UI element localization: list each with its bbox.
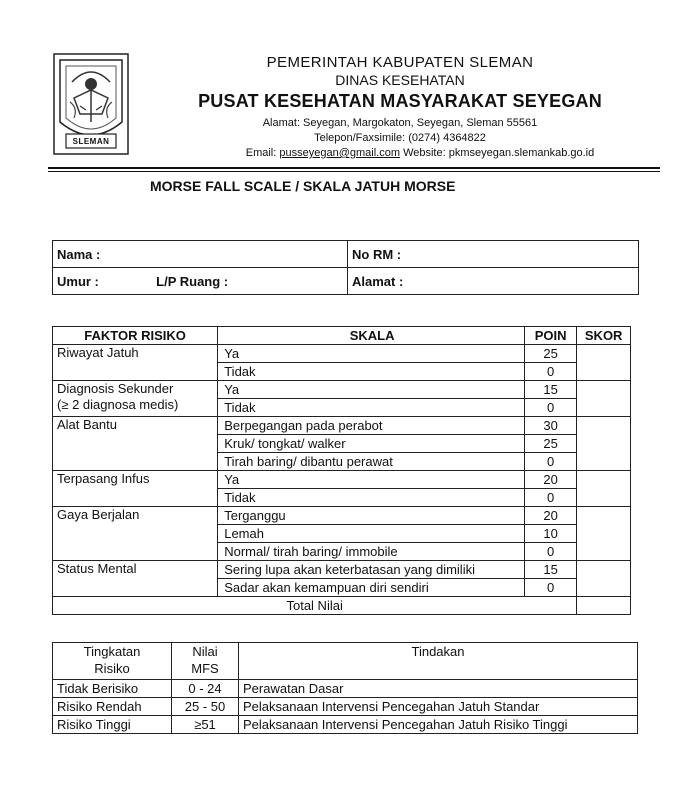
poin-value: 20 (524, 507, 576, 525)
header-skor: SKOR (577, 327, 631, 345)
poin-value: 0 (524, 453, 576, 471)
poin-value: 0 (524, 363, 576, 381)
factor-label: Riwayat Jatuh (53, 345, 218, 381)
header-tindakan: Tindakan (239, 643, 638, 680)
scale-option: Kruk/ tongkat/ walker (218, 435, 525, 453)
skor-cell[interactable] (577, 471, 631, 507)
header-rule-thick (48, 167, 660, 169)
risk-row (53, 507, 631, 525)
header-faktor-risiko: FAKTOR RISIKO (53, 327, 218, 345)
identity-row (53, 241, 639, 268)
header-rule-thin (48, 171, 660, 172)
header-skala: SKALA (218, 327, 525, 345)
nilai-range: ≥51 (172, 716, 239, 734)
morse-risk-table (52, 326, 631, 615)
header-poin: POIN (524, 327, 576, 345)
action-text: Pelaksanaan Intervensi Pencegahan Jatuh Risiko Tinggi (239, 716, 638, 734)
no-rm-field[interactable]: No RM : (348, 241, 639, 268)
email-label: Email: (245, 147, 277, 159)
nilai-range: 25 - 50 (172, 698, 239, 716)
scale-option: Sadar akan kemampuan diri sendiri (218, 579, 525, 597)
poin-value: 25 (524, 435, 576, 453)
umur-field[interactable]: Umur : (57, 273, 99, 289)
scale-option: Berpegangan pada perabot (218, 417, 525, 435)
skor-cell[interactable] (577, 507, 631, 561)
risk-row (53, 561, 631, 579)
factor-label: Gaya Berjalan (53, 507, 218, 561)
header-nilai-mfs (172, 643, 239, 680)
poin-value: 10 (524, 525, 576, 543)
umur-lp-ruang-cell (53, 268, 348, 295)
phone-line: Telepon/Faxsimile: (0274) 4364822 (314, 132, 486, 144)
nilai-range: 0 - 24 (172, 680, 239, 698)
header-line: Nilai (192, 644, 218, 659)
total-nilai-label: Total Nilai (53, 597, 577, 615)
action-text: Perawatan Dasar (239, 680, 638, 698)
risk-row (53, 381, 631, 399)
action-text: Pelaksanaan Intervensi Pencegahan Jatuh Standar (239, 698, 638, 716)
poin-value: 30 (524, 417, 576, 435)
header-line: MFS (191, 661, 219, 676)
skor-cell[interactable] (577, 381, 631, 417)
level-label: Risiko Tinggi (53, 716, 172, 734)
poin-value: 25 (524, 345, 576, 363)
factor-label-line: (≥ 2 diagnosa medis) (57, 397, 179, 412)
risk-header-row (53, 327, 631, 345)
scale-option: Tirah baring/ dibantu perawat (218, 453, 525, 471)
government-name: PEMERINTAH KABUPATEN SLEMAN (266, 54, 534, 71)
level-row (53, 680, 638, 698)
scale-option: Sering lupa akan keterbatasan yang dimiliki (218, 561, 525, 579)
nama-field[interactable]: Nama : (53, 241, 348, 268)
poin-value: 15 (524, 561, 576, 579)
skor-cell[interactable] (577, 561, 631, 597)
poin-value: 0 (524, 543, 576, 561)
poin-value: 15 (524, 381, 576, 399)
scale-option: Normal/ tirah baring/ immobile (218, 543, 525, 561)
scale-option: Ya (218, 471, 525, 489)
poin-value: 0 (524, 489, 576, 507)
header-tingkatan-risiko (53, 643, 172, 680)
risk-row (53, 417, 631, 435)
email-link[interactable]: pusseyegan@gmail.com (279, 147, 400, 159)
document-title: MORSE FALL SCALE / SKALA JATUH MORSE (150, 178, 456, 194)
scale-option: Lemah (218, 525, 525, 543)
total-skor-cell[interactable] (577, 597, 631, 615)
factor-label: Status Mental (53, 561, 218, 597)
factor-label (53, 381, 218, 417)
risk-row (53, 345, 631, 363)
skor-cell[interactable] (577, 345, 631, 381)
scale-option: Ya (218, 345, 525, 363)
scale-option: Tidak (218, 363, 525, 381)
factor-label: Alat Bantu (53, 417, 218, 471)
level-header-row (53, 643, 638, 680)
total-row (53, 597, 631, 615)
skor-cell[interactable] (577, 417, 631, 471)
factor-label-line: Diagnosis Sekunder (57, 381, 174, 396)
address-line: Alamat: Seyegan, Margokaton, Seyegan, Sleman 55561 (262, 117, 538, 129)
poin-value: 20 (524, 471, 576, 489)
level-label: Tidak Berisiko (53, 680, 172, 698)
institution-name: PUSAT KESEHATAN MASYARAKAT SEYEGAN (198, 91, 602, 111)
level-row (53, 716, 638, 734)
header-line: Tingkatan (83, 644, 141, 659)
patient-identity-table (52, 240, 639, 295)
risk-row (53, 471, 631, 489)
risk-level-table (52, 642, 638, 734)
lp-ruang-field[interactable]: L/P Ruang : (156, 273, 229, 289)
website-text: Website: pkmseyegan.slemankab.go.id (403, 147, 595, 159)
scale-option: Tidak (218, 489, 525, 507)
level-row (53, 698, 638, 716)
alamat-field[interactable]: Alamat : (348, 268, 639, 295)
identity-row (53, 268, 639, 295)
level-label: Risiko Rendah (53, 698, 172, 716)
factor-label: Terpasang Infus (53, 471, 218, 507)
department-name: DINAS KESEHATAN (335, 72, 465, 88)
scale-option: Tidak (218, 399, 525, 417)
scale-option: Terganggu (218, 507, 525, 525)
scale-option: Ya (218, 381, 525, 399)
poin-value: 0 (524, 399, 576, 417)
logo-text: SLEMAN (72, 137, 110, 146)
contact-line (150, 147, 690, 159)
header-line: Risiko (94, 661, 130, 676)
poin-value: 0 (524, 579, 576, 597)
